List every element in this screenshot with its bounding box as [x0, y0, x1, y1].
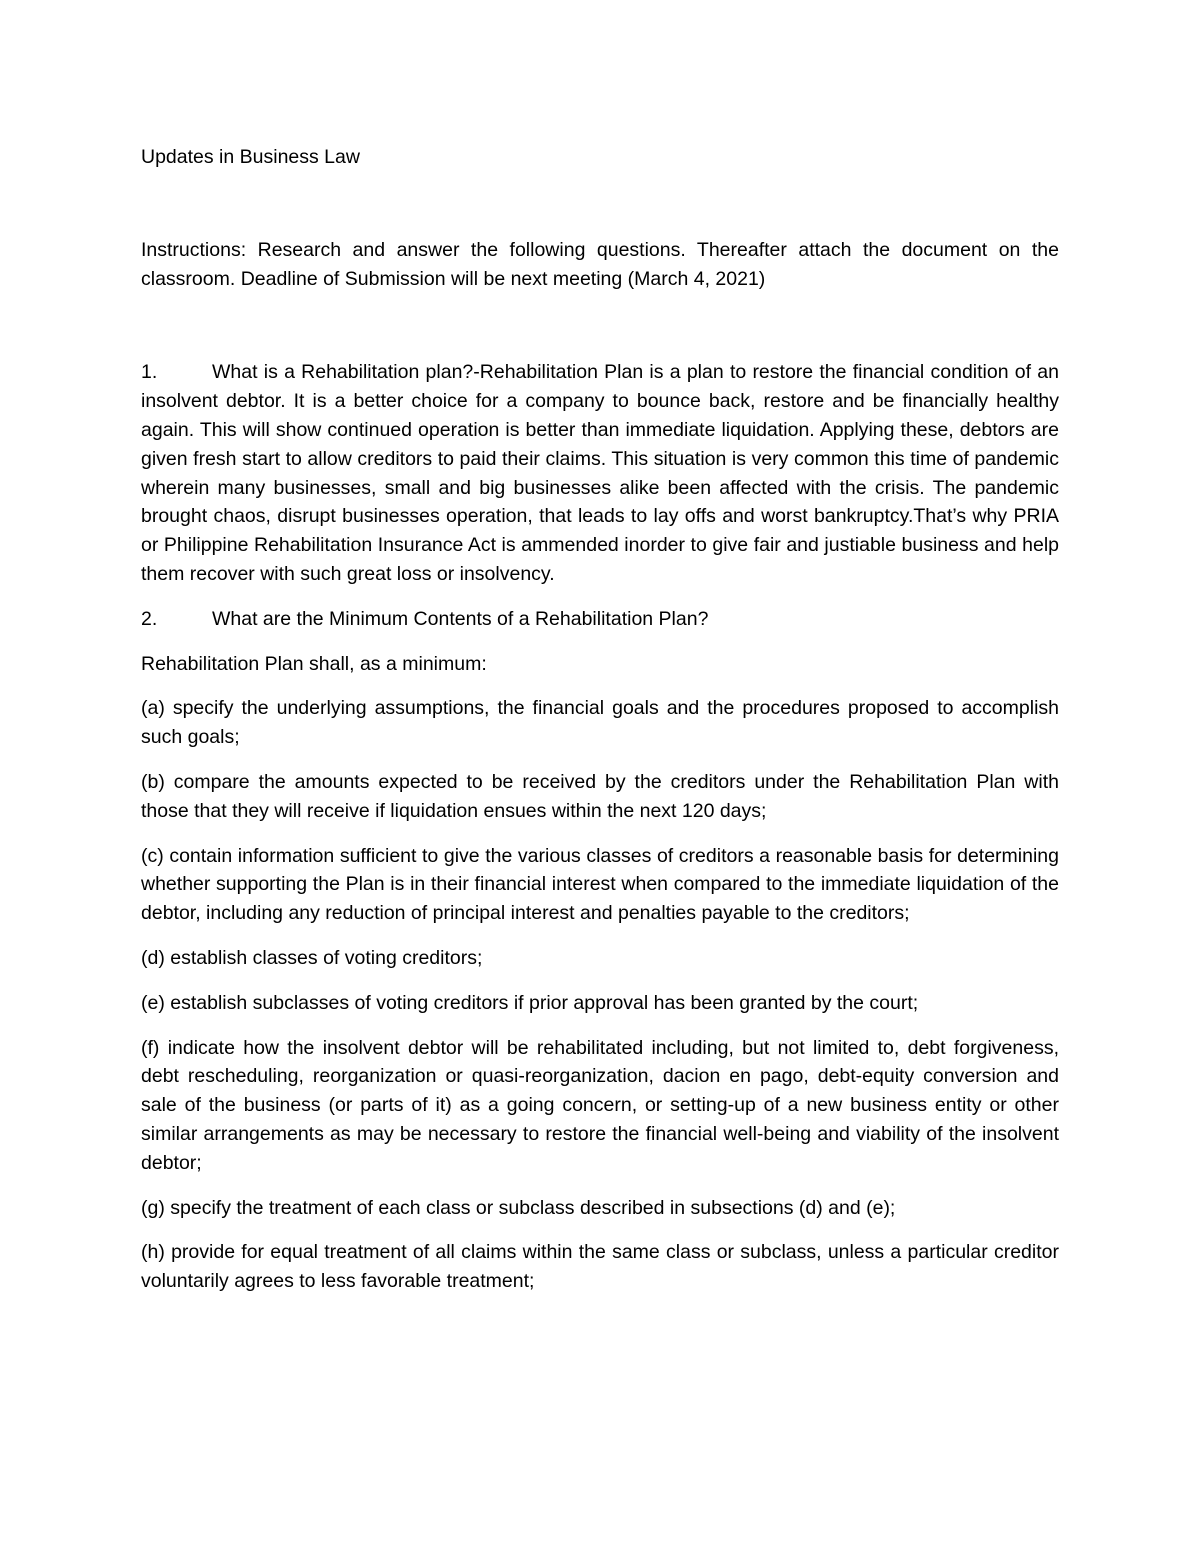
- list-item-c: (c) contain information sufficient to give the various classes of creditors a reasonable basis for determining whether supporting the Plan is in their financial interest when compared to the immediate liquidation of the debtor, including any reduction of principal interest and penalties payable to the creditors;: [141, 844, 1059, 925]
- document-body: [141, 143, 1059, 1312]
- list-item-b: (b) compare the amounts expected to be received by the creditors under the Rehabilitation Plan with those that they will receive if liquidation ensues within the next 120 days;: [141, 770, 1059, 822]
- question-section: [141, 358, 1059, 1296]
- question-1: [141, 358, 1059, 588]
- question-1-number: 1.: [141, 361, 158, 384]
- list-item-a: (a) specify the underlying assumptions, the financial goals and the procedures proposed to accomplish such goals;: [141, 697, 1059, 749]
- question-2-text: What are the Minimum Contents of a Rehabilitation Plan?: [212, 607, 709, 630]
- list-intro: Rehabilitation Plan shall, as a minimum:: [141, 652, 487, 675]
- question-2-number: 2.: [141, 607, 158, 630]
- question-2: [141, 605, 1059, 634]
- list-item-g: (g) specify the treatment of each class or subclass described in subsections (d) and (e);: [141, 1196, 896, 1219]
- list-item-d: (d) establish classes of voting creditors;: [141, 946, 483, 969]
- question-1-text: What is a Rehabilitation plan?-Rehabilitation Plan is a plan to restore the financial condition of an insolvent debtor. It is a better choice for a company to bounce back, restore and be financially healthy again. This will show continued operation is better than immediate liquidation. Applying these, debtors are given fresh start to allow creditors to paid their claims. This situation is very common this time of pandemic wherein many businesses, small and big businesses alike been affected with the crisis. The pandemic brought chaos, disrupt businesses operation, that leads to lay offs and worst bankruptcy.That’s why PRIA or Philippine Rehabilitation Insurance Act is ammended inorder to give fair and justiable business and help them recover with such great loss or insolvency.: [141, 361, 1059, 585]
- list-item-e: (e) establish subclasses of voting creditors if prior approval has been granted by the court;: [141, 991, 919, 1014]
- document-title: Updates in Business Law: [141, 146, 360, 168]
- list-item-f: (f) indicate how the insolvent debtor will be rehabilitated including, but not limited to, debt forgiveness, debt rescheduling, reorganization or quasi-reorganization, dacion en pago, debt-equity conversion and sale of the business (or parts of it) as a going concern, or setting-up of a new business entity or other similar arrangements as may be necessary to restore the financial well-being and viability of the insolvent debtor;: [141, 1036, 1059, 1174]
- list-item-h: (h) provide for equal treatment of all claims within the same class or subclass, unless a particular creditor voluntarily agrees to less favorable treatment;: [141, 1241, 1059, 1293]
- instructions-paragraph: Instructions: Research and answer the following questions. Thereafter attach the document on the classroom. Deadline of Submission will be next meeting (March 4, 2021): [141, 238, 1059, 290]
